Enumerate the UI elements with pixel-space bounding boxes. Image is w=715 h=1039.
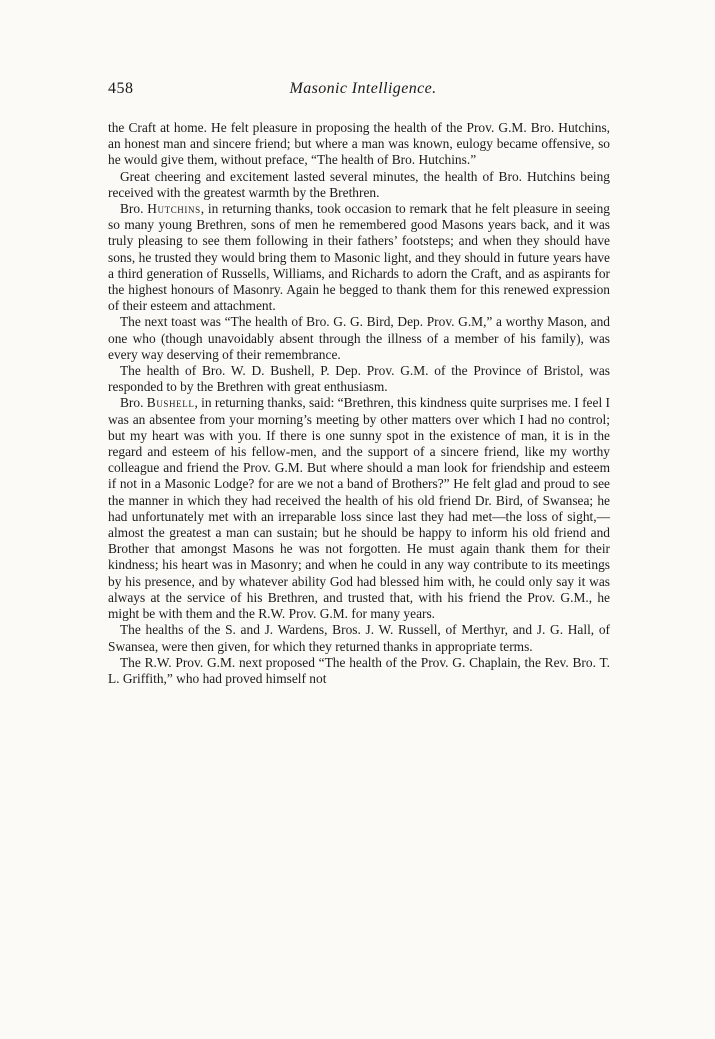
paragraph-8	[108, 655, 610, 687]
paragraph-7	[108, 622, 610, 654]
paragraph-text: , in returning thanks, said: “Brethren, this kindness quite surprises me. I feel I was an absentee from your morning’s meeting by other matters over which I had no control; but my heart was with you. If there is one sunny spot in the existence of man, it is in the regard and esteem of his fellow-men, and the support of a sincere friend, like my worthy colleague and friend the Prov. G.M. But where should a man look for friendship and esteem if not in a Masonic Lodge? for are we not a band of Brothers?” He felt glad and proud to see the manner in which they had received the health of his old friend Dr. Bird, of Swansea; he had unfortunately met with an irreparable loss since last they had met—the loss of sight,—almost the greatest a man can sustain; but he should be happy to inform his old friend and Brother that amongst Masons he was not forgotten. He must again thank them for their kindness; his heart was in Masonry; and when he could in any way contribute to its meetings by his presence, and by whatever ability God had blessed him with, he could only say it was always at the service of his Brethren, and trusted that, with his friend the Prov. G.M., he might be with them and the R.W. Prov. G.M. for many years.	[108, 395, 610, 622]
paragraph-5	[108, 363, 610, 395]
paragraph-text: The R.W. Prov. G.M. next proposed “The health of the Prov. G. Chaplain, the Rev. Bro. T. L. Griffith,” who had proved himself not	[108, 654, 610, 686]
paragraph-6	[108, 395, 610, 622]
speaker-name: Hutchins	[147, 201, 201, 217]
paragraph-3	[108, 201, 610, 314]
paragraph-lead: Bro.	[120, 395, 147, 411]
paragraph-2	[108, 169, 610, 201]
running-title: Masonic Intelligence.	[289, 80, 437, 97]
speaker-name: Bushell	[146, 395, 195, 411]
paragraph-text: , in returning thanks, took occasion to remark that he felt pleasure in seeing so many young Brethren, sons of men he remembered good Masons years back, and it was truly pleasing to see them following in their fathers’ footsteps; and when they should have sons, he trusted they would bring them to Masonic light, and they should in future years have a third generation of Russells, Williams, and Richards to adorn the Craft, and as aspirants for the highest honours of Masonry. Again he begged to thank them for this renewed expression of their esteem and attachment.	[108, 201, 610, 314]
page-header	[108, 80, 618, 106]
paragraph-4	[108, 314, 610, 363]
paragraph-text: The next toast was “The health of Bro. G. G. Bird, Dep. Prov. G.M,” a worthy Mason, and one who (though unavoidably absent through the illness of a member of his family), was every way deserving of their remembrance.	[108, 314, 610, 362]
paragraph-text: The health of Bro. W. D. Bushell, P. Dep. Prov. G.M. of the Province of Bristol, was responded to by the Brethren with great enthusiasm.	[108, 363, 610, 395]
page-number: 458	[108, 80, 134, 97]
paragraph-text: the Craft at home. He felt pleasure in proposing the health of the Prov. G.M. Bro. Hutchins, an honest man and sincere friend; but where a man was known, eulogy became offensive, so he would give them, without preface, “The health of Bro. Hutchins.”	[108, 120, 610, 168]
paragraph-text: The healths of the S. and J. Wardens, Bros. J. W. Russell, of Merthyr, and J. G. Hall, of Swansea, were then given, for which they returned thanks in appropriate terms.	[108, 622, 610, 654]
article-body	[108, 120, 610, 687]
paragraph-lead: Bro.	[120, 201, 148, 217]
paragraph-text: Great cheering and excitement lasted several minutes, the health of Bro. Hutchins being received with the greatest warmth by the Brethren.	[108, 168, 610, 200]
paragraph-1	[108, 120, 610, 169]
